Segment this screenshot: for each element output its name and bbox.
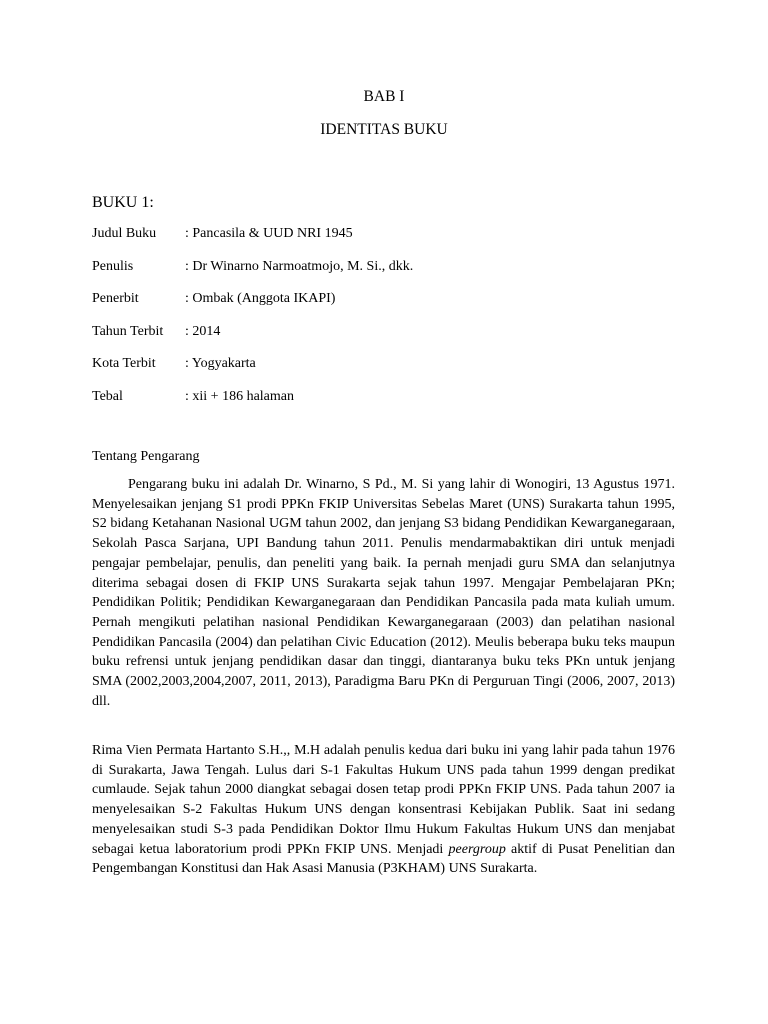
info-row-pages: [92, 389, 413, 422]
info-value: : 2014: [185, 323, 221, 339]
info-label: Kota Terbit: [92, 356, 156, 372]
author-paragraph-1: Pengarang buku ini adalah Dr. Winarno, S Pd., M. Si yang lahir di Wonogiri, 13 Agustus 1971. Menyelesaikan jenjang S1 prodi PPKn FKIP Universitas Sebelas Maret (UNS) Surakarta tahun 1995, S2 bidang Ketahanan Nasional UGM tahun 2002, dan jenjang S3 bidang Pendidikan Kewarganegaraan, Sekolah Pasca Sarjana, UPI Bandung tahun 2011. Penulis mendarmabaktikan diri untuk menjadi pengajar pembelajar, penulis, dan peneliti yang baik. Ia pernah menjadi guru SMA dan selanjutnya diterima sebagai dosen di FKIP UNS Surakarta sejak tahun 1997. Mengajar Pembelajaran PKn; Pendidikan Politik; Pendidikan Kewarganegaraan dan Pendidikan Pancasila pada mata kuliah umum. Pernah mengikuti pelatihan nasional Pendidikan Kewarganegaraan (2003) dan pelatihan nasional Pendidikan Pancasila (2004) dan pelatihan Civic Education (2012). Meulis beberapa buku teks maupun buku refrensi untuk jenjang pendidikan dasar dan tinggi, diantaranya buku teks PKn untuk jenjang SMA (2002,2003,2004,2007, 2011, 2013), Paradigma Baru PKn di Perguruan Tingi (2006, 2007, 2013) dll.: [92, 477, 675, 709]
info-label: Penerbit: [92, 291, 139, 307]
info-value: : Pancasila & UUD NRI 1945: [185, 226, 353, 241]
info-row-city: [92, 356, 413, 389]
info-label: Penulis: [92, 258, 134, 274]
info-value: : xii + 186 halaman: [185, 388, 294, 404]
book-label: BUKU 1:: [92, 194, 154, 211]
info-value: : Dr Winarno Narmoatmojo, M. Si., dkk.: [185, 258, 414, 274]
section-title: Tentang Pengarang: [92, 449, 200, 464]
info-row-title: [92, 226, 413, 259]
paragraph-text: Rima Vien Permata Hartanto S.H.,, M.H adalah penulis kedua dari buku ini yang lahir pada tahun 1976 di Surakarta, Jawa Tengah. Lulus dari S-1 Fakultas Hukum UNS pada tahun 1999 dengan predikat cumlaude. Sejak tahun 2000 diangkat sebagai dosen tetap prodi PPKn FKIP UNS. Pada tahun 2007 ia menyelesaikan S-2 Fakultas Hukum UNS dengan konsentrasi Kebijakan Publik. Saat ini sedang menyelesaikan studi S-3 pada Pendidikan Doktor Ilmu Hukum Fakultas Hukum UNS dan menjabat sebagai ketua laboratorium prodi PPKn FKIP UNS. Menjadi: [92, 743, 675, 857]
info-value: : Ombak (Anggota IKAPI): [185, 291, 336, 307]
author-paragraph-2: [92, 741, 675, 879]
info-row-publisher: [92, 291, 413, 324]
info-row-year: [92, 324, 413, 357]
paragraph-text: aktif di Pusat Penelitian dan Pengembangan Konstitusi dan Hak Asasi Manusia (P3KHAM) UNS Surakarta.: [92, 841, 675, 877]
info-value: : Yogyakarta: [185, 356, 256, 372]
document-title: IDENTITAS BUKU: [320, 121, 448, 138]
book-info-list: [92, 226, 413, 422]
chapter-heading: BAB I: [363, 88, 405, 105]
info-row-author: [92, 259, 413, 292]
info-label: Judul Buku: [92, 226, 157, 241]
info-label: Tebal: [92, 388, 123, 404]
info-label: Tahun Terbit: [92, 323, 164, 339]
emphasis-text: peergroup: [448, 841, 506, 857]
